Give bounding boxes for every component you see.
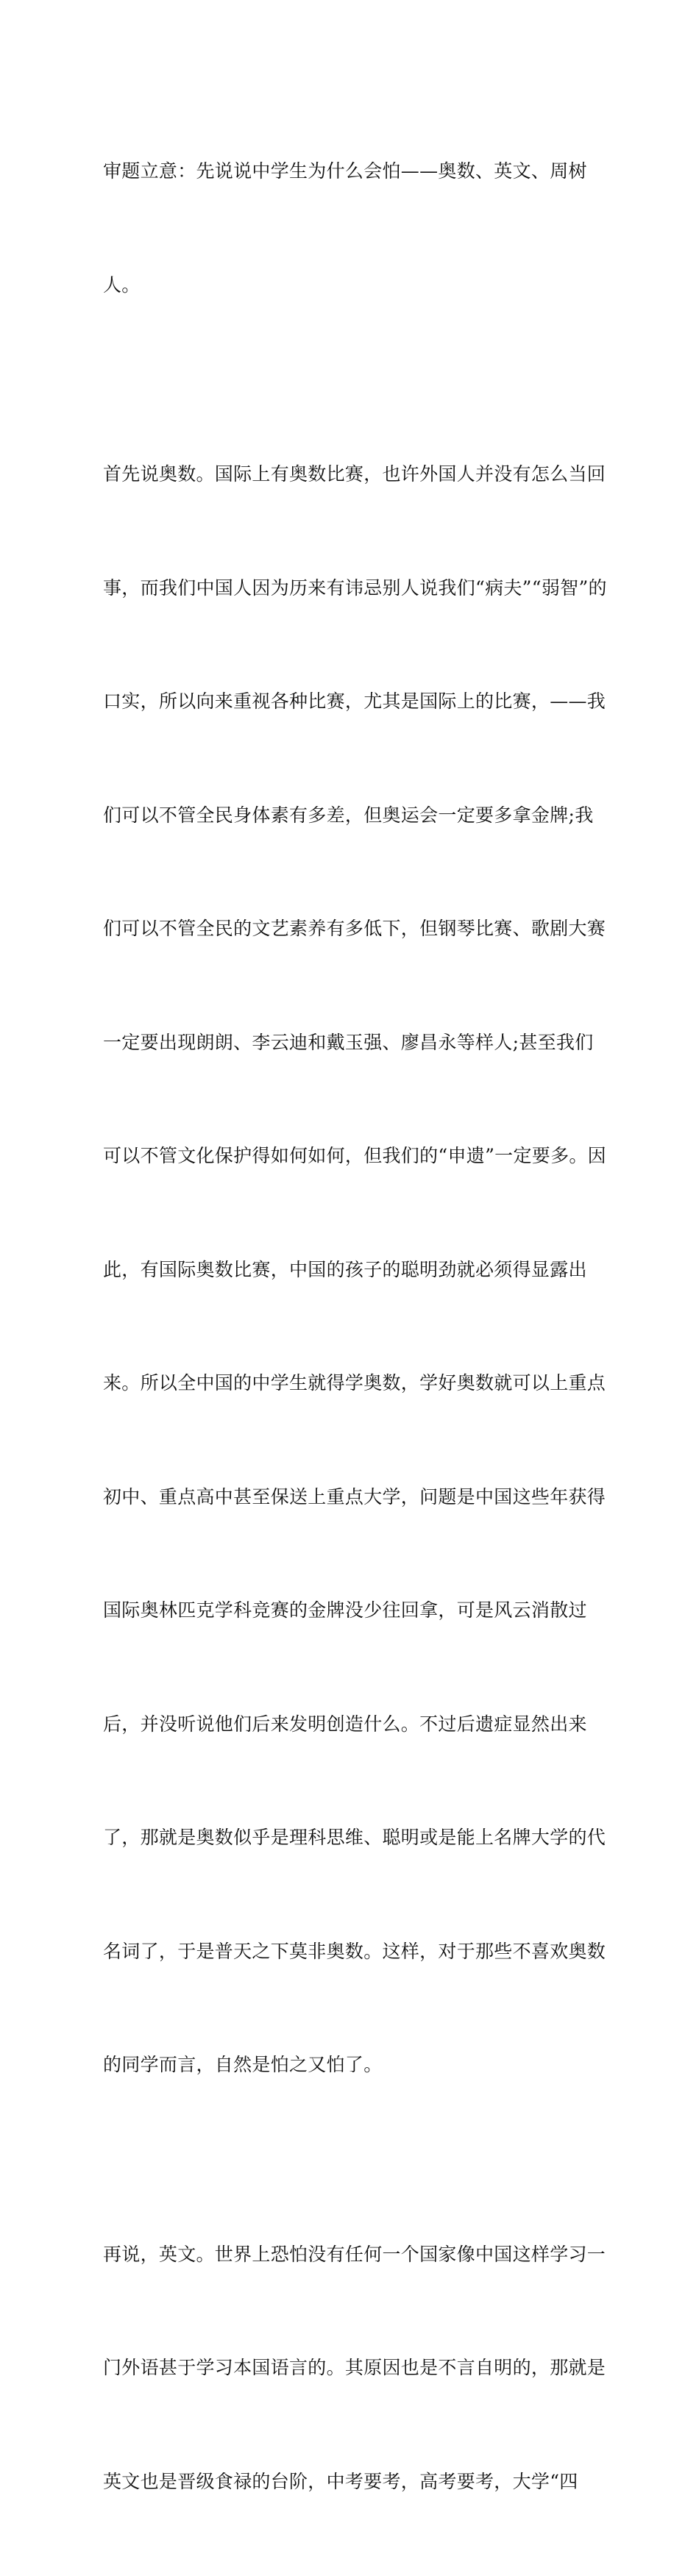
text-line: 名词了，于是普天之下莫非奥数。这样，对于那些不喜欢奥数: [103, 1933, 597, 1971]
text-line: 了，那就是奥数似乎是理科思维、聪明或是能上名牌大学的代: [103, 1819, 597, 1857]
text-line: 们可以不管全民的文艺素养有多低下，但钢琴比赛、歌剧大赛: [103, 910, 597, 948]
text-line: 首先说奥数。国际上有奥数比赛，也许外国人并没有怎么当回: [103, 455, 597, 493]
paragraph-english: [103, 2160, 597, 2576]
text-line: 一定要出现朗朗、李云迪和戴玉强、廖昌永等样人;甚至我们: [103, 1024, 597, 1062]
text-line: 英文也是晋级食禄的台阶，中考要考，高考要考，大学“四: [103, 2463, 597, 2501]
text-line: 口实，所以向来重视各种比赛，尤其是国际上的比赛，——我: [103, 682, 597, 721]
document-page: [103, 76, 597, 2576]
text-line: 们可以不管全民身体素有多差，但奥运会一定要多拿金牌;我: [103, 796, 597, 835]
text-line: 审题立意：先说说中学生为什么会怕——奥数、英文、周树: [103, 152, 597, 190]
text-line: 门外语甚于学习本国语言的。其原因也是不言自明的，那就是: [103, 2349, 597, 2387]
paragraph-olympiad-math: [103, 379, 597, 2160]
text-line: 的同学而言，自然是怕之又怕了。: [103, 2046, 597, 2084]
text-line: 事，而我们中国人因为历来有讳忌别人说我们“病夫”“弱智”的: [103, 569, 597, 607]
text-line: 人。: [103, 266, 597, 304]
paragraph-intro: [103, 76, 597, 379]
text-line: 可以不管文化保护得如何如何，但我们的“申遗”一定要多。因: [103, 1137, 597, 1175]
text-line: 初中、重点高中甚至保送上重点大学，问题是中国这些年获得: [103, 1478, 597, 1516]
text-line: 此，有国际奥数比赛，中国的孩子的聪明劲就必须得显露出: [103, 1251, 597, 1289]
text-line: 来。所以全中国的中学生就得学奥数，学好奥数就可以上重点: [103, 1364, 597, 1402]
text-line: 后，并没听说他们后来发明创造什么。不过后遗症显然出来: [103, 1705, 597, 1744]
text-line: 国际奥林匹克学科竞赛的金牌没少往回拿，可是风云消散过: [103, 1591, 597, 1630]
text-line: 再说，英文。世界上恐怕没有任何一个国家像中国这样学习一: [103, 2236, 597, 2274]
